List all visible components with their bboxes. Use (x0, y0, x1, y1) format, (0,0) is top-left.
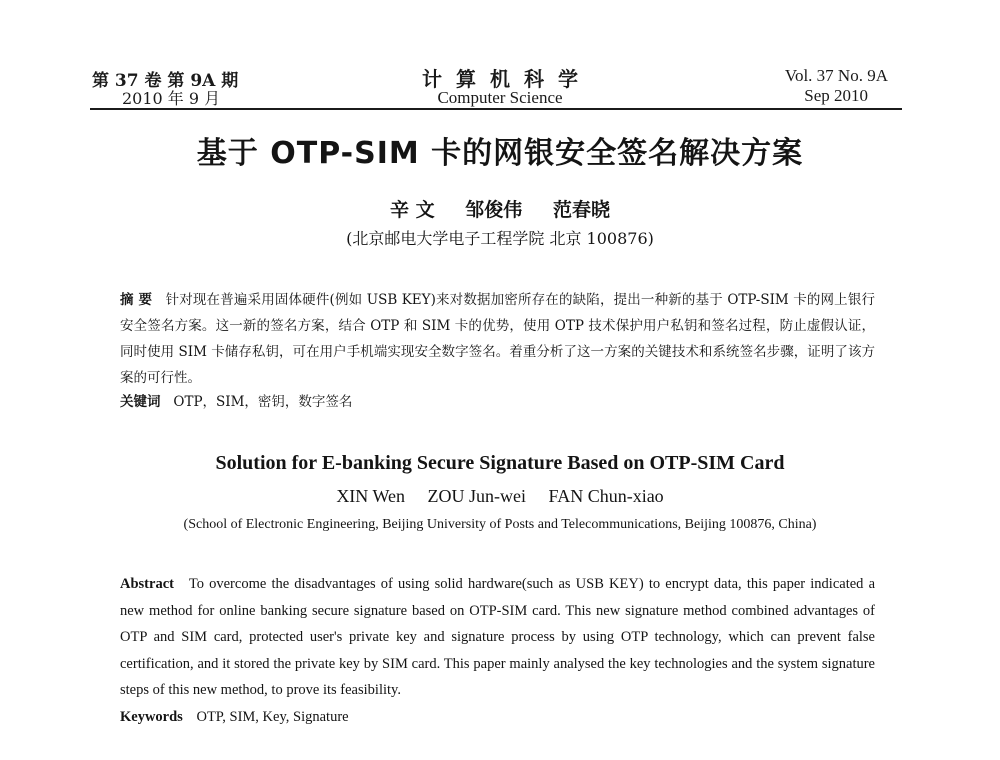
keywords-cn-text: OTP，SIM，密钥，数字签名 (173, 394, 353, 410)
affiliation-en: (School of Electronic Engineering, Beijing University of Posts and Telecommunications, Beijing 100876, China) (183, 517, 817, 532)
title-cn: 基于 OTP-SIM 卡的网银安全签名解决方案 (196, 136, 804, 171)
abstract-cn (120, 287, 875, 391)
date-en: Sep 2010 (804, 86, 868, 105)
keywords-cn (120, 389, 875, 415)
date-cn: 2010 年 9 月 (122, 89, 221, 108)
keywords-en-text: OTP, SIM, Key, Signature (196, 709, 349, 725)
author-en-2: ZOU Jun-wei (427, 486, 527, 506)
keywords-en-label: Keywords (120, 709, 183, 725)
author-cn-2: 邹俊伟 (465, 199, 523, 221)
authors-cn (0, 195, 1000, 222)
author-cn-1: 辛 文 (390, 199, 435, 221)
authors-en (0, 486, 1000, 507)
volume-issue-en: Vol. 37 No. 9A (784, 66, 888, 85)
author-en-1: XIN Wen (336, 486, 406, 506)
author-cn-3: 范春晓 (552, 199, 610, 221)
keywords-en (120, 704, 875, 730)
volume-issue-cn: 第 37 卷 第 9A 期 (92, 71, 239, 91)
affiliation-cn: (北京邮电大学电子工程学院 北京 100876) (346, 229, 654, 248)
abstract-en-label: Abstract (120, 576, 174, 592)
header-rule (90, 108, 902, 110)
title-en: Solution for E-banking Secure Signature Based on OTP-SIM Card (215, 452, 785, 474)
journal-name-cn: 计算机科学 (422, 67, 592, 91)
keywords-cn-label: 关键词 (120, 394, 161, 410)
abstract-en-text: To overcome the disadvantages of using solid hardware(such as USB KEY) to encrypt data, this paper indicated a new method for online banking secure signature based on OTP-SIM card. This new signature method combined advantages of OTP and SIM card, protected user's private key and signature process by using OTP technology, which can prevent false certification, and it stored the private key by SIM card. This paper mainly analysed the key technologies and the system signature steps of this new method, to prove its feasibility. (120, 576, 876, 698)
author-en-3: FAN Chun-xiao (548, 486, 664, 506)
abstract-cn-text: 针对现在普遍采用固体硬件(例如 USB KEY)来对数据加密所存在的缺陷，提出一种新的基于 OTP-SIM 卡的网上银行安全签名方案。这一新的签名方案，结合 OTP 和 SIM 卡的优势，使用 OTP 技术保护用户私钥和签名过程，防止虚假认证，同时使用 SIM 卡储存私钥，可在用户手机端实现安全数字签名。着重分析了这一方案的关键技术和系统签名步骤，证明了该方案的可行性。 (120, 292, 876, 386)
journal-name-en: Computer Science (437, 88, 563, 107)
abstract-en (120, 571, 875, 704)
abstract-cn-label: 摘 要 (120, 292, 153, 308)
